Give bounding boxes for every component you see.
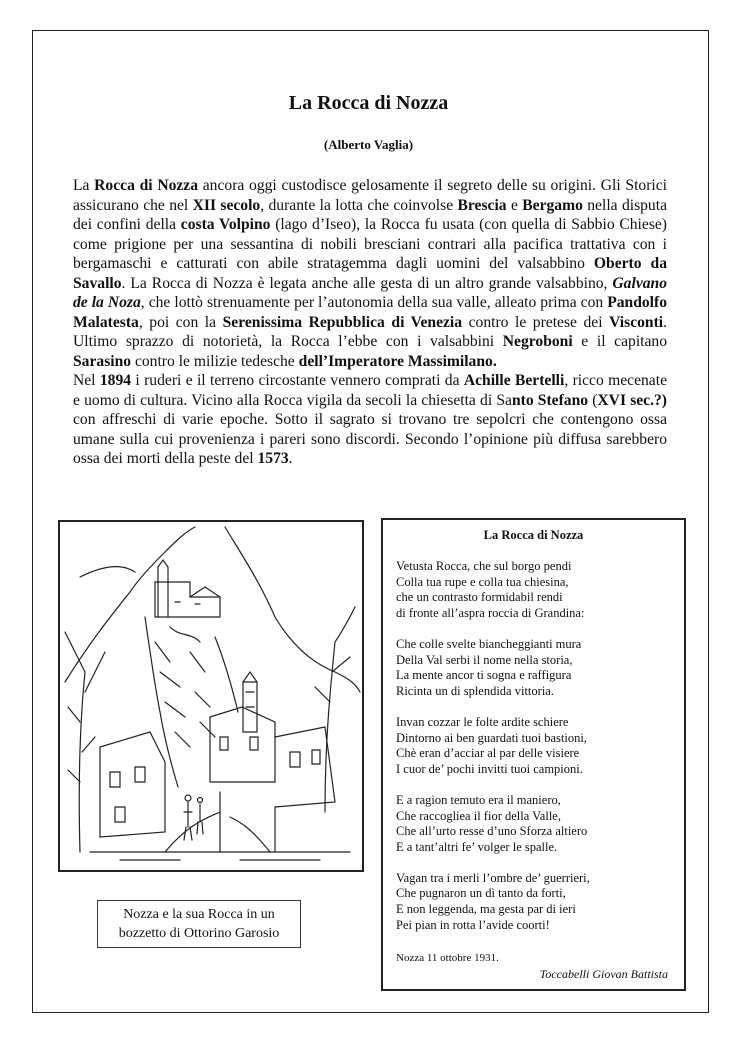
text-run: , ricco mecenate e uomo di cultura. Vicino alla Rocca vigila da secoli la chiesetta di Sa <box>73 372 667 409</box>
poem-stanza <box>396 559 590 621</box>
poem-line: La mente ancor ti sogna e raffigura <box>396 668 572 683</box>
poem-stanza <box>396 715 590 777</box>
poem-line: E non leggenda, ma gesta par di ieri <box>396 902 576 917</box>
poem-line: Dintorno ai ben guardati tuoi bastioni, <box>396 730 587 745</box>
bold-term: Oberto da Savallo <box>73 255 667 292</box>
text-run: , durante la lotta che coinvolse <box>260 196 458 214</box>
poem-date: Nozza 11 ottobre 1931. <box>396 952 499 964</box>
text-run: con affreschi di varie epoche. Sotto il sagrato si trovano tre sepolcri che contengono ossa umane sulla cui provenienza i pareri sono discordi. Secondo l’opinione più diffusa sarebbero ossa dei morti della peste del <box>73 411 667 467</box>
bold-term: Brescia <box>457 196 507 214</box>
poem-line: Chè eran d’acciar al par delle visiere <box>396 746 580 761</box>
text-run: e il capitano <box>572 333 667 350</box>
poem-line: Che raccoglieа il fior della Valle, <box>396 808 561 823</box>
bold-term: Rocca di Nozza <box>94 177 199 194</box>
text-run: . Ultimo sprazzo di notorietà, la Rocca l’ebbe con i valsabbini <box>73 313 668 350</box>
poem-line: Colla tua rupe e colla tua chiesina, <box>396 574 569 589</box>
bold-term: XII secolo <box>192 196 261 214</box>
paragraph-bertelli <box>73 371 667 469</box>
text-run: Nel <box>73 372 100 389</box>
poem-line: Della Val serbi il nome nella storia, <box>396 652 573 667</box>
bold-term: dell’Imperatore Massimilano. <box>298 352 497 370</box>
text-run: i ruderi e il terreno circostante vennero comprati da <box>131 372 464 389</box>
poem-body <box>396 559 590 949</box>
paragraph-history <box>73 176 667 371</box>
poem-line: di fronte all’aspra roccia di Grandina: <box>396 605 585 620</box>
bold-term: 1894 <box>99 372 132 389</box>
text-run: La <box>73 177 95 194</box>
bold-term: Galvano de la Noza <box>73 274 667 311</box>
poem-line: Che pugnaron un dì tanto da forti, <box>396 886 566 901</box>
bold-term: 1573 <box>257 450 289 467</box>
poem-line: Invan cozzar le folte ardite schiere <box>396 714 569 729</box>
text-run: , poi con la <box>138 313 223 331</box>
poem-line: Che all’urto resse d’uno Sforza altiero <box>396 824 588 839</box>
article-title: La Rocca di Nozza <box>288 92 449 114</box>
text-run: , che lottò strenuamente per l’autonomia della sua valle, alleato prima con <box>140 294 608 311</box>
caption-line: bozzetto di Ottorino Garosio <box>118 926 280 941</box>
caption-line: Nozza e la sua Rocca in un <box>123 907 275 922</box>
bold-term: XVI sec.?) <box>597 391 667 409</box>
poem-stanza <box>396 637 590 699</box>
bold-term: costa Volpino <box>180 216 271 233</box>
poem-stanza <box>396 793 590 855</box>
poem-line: Vagan tra i merli l’ombre de’ guerrieri, <box>396 870 590 885</box>
sketch-drawing <box>60 522 362 870</box>
text-run: contro le pretese dei <box>462 313 610 331</box>
poem-line: Ricinta un di splendida vittoria. <box>396 683 554 698</box>
bold-term: Achille Bertelli <box>463 372 565 389</box>
poem-stanza <box>396 871 590 933</box>
poem-line: Vetusta Rocca, che sul borgo pendi <box>396 559 572 573</box>
poem-box <box>381 518 686 991</box>
bold-term: Serenissima Repubblica di Venezia <box>222 313 463 331</box>
sketch-caption <box>97 900 301 948</box>
bold-term: nto Stefano <box>511 391 589 409</box>
text-run: (lago d’Iseo), la Rocca fu usata (con quella di Sabbio Chiese) come prigione per una sessantina di nobili bresciani contrari alla pacifica trattativa con i bergamaschi e catturati con abile stratagemma dagli uomini del valsabbino <box>73 216 667 272</box>
poem-line: E a tant’altri fe’ volger le spalle. <box>396 839 558 854</box>
text-run: . La Rocca di Nozza è legata anche alle gesta di un altro grande valsabbino, <box>121 274 613 292</box>
text-run: e <box>506 196 523 214</box>
sketch-illustration <box>58 520 364 872</box>
text-run: nella disputa dei confini della <box>73 196 667 233</box>
poem-line: I cuor de’ pochi invitti tuoi campioni. <box>396 761 583 776</box>
poem-line: Pei pian in rotta l’avide coorti! <box>396 917 550 932</box>
bold-term: Sarasino <box>73 352 132 370</box>
text-run: . <box>288 450 293 467</box>
poem-line: Che colle svelte biancheggianti mura <box>396 636 582 651</box>
poem-signature: Toccabelli Giovan Battista <box>539 967 668 981</box>
poem-title: La Rocca di Nozza <box>483 528 584 542</box>
text-run: ancora oggi custodisce gelosamente il segreto delle su origini. Gli Storici assicurano che nel <box>73 177 667 214</box>
bold-term: Visconti <box>609 313 664 331</box>
article-author: (Alberto Vaglia) <box>323 137 414 152</box>
bold-term: Pandolfo Malatesta <box>73 294 667 331</box>
text-run: ( <box>588 391 598 409</box>
article-body <box>73 176 667 469</box>
poem-line: che un contrasto formidabil rendi <box>396 590 563 605</box>
text-run: contro le milizie tedesche <box>131 352 299 370</box>
bold-term: Bergamo <box>522 196 583 214</box>
bold-term: Negroboni <box>502 333 573 350</box>
poem-line: E a ragion temuto era il maniero, <box>396 792 561 807</box>
